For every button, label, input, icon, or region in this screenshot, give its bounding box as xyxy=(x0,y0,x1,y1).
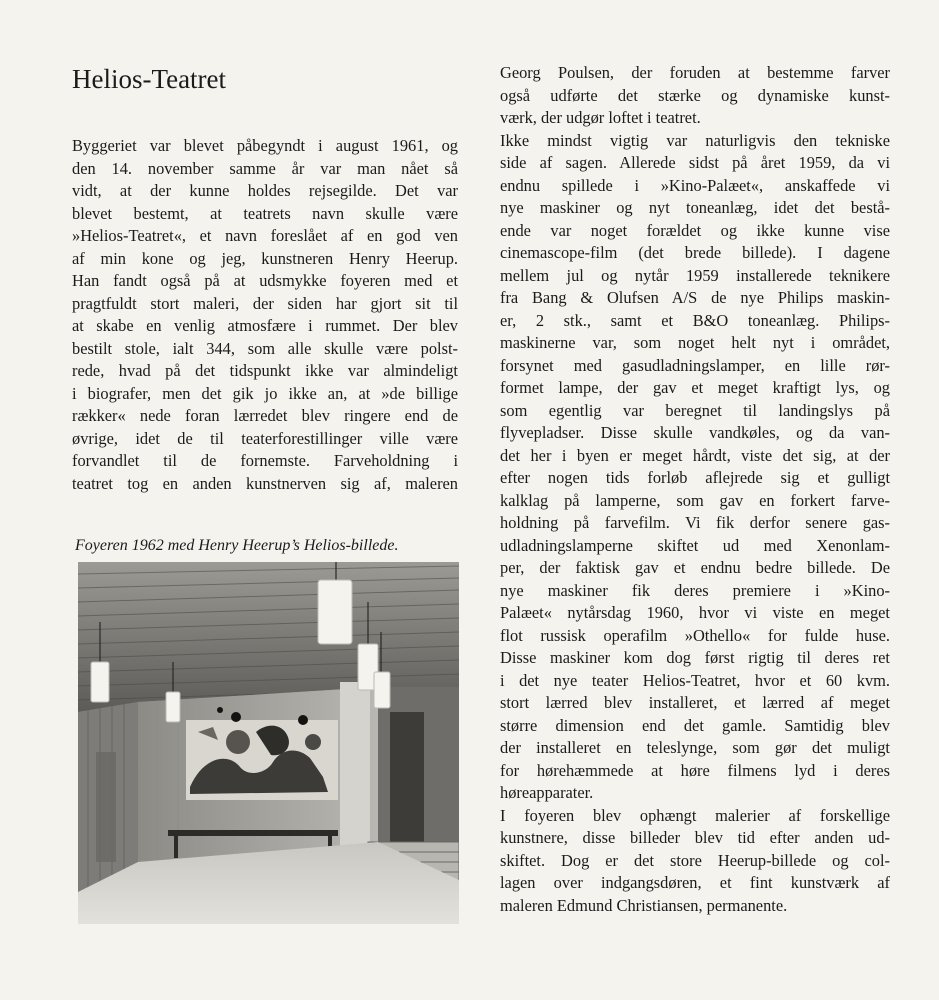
right-column-line: flot russisk operafilm »Othello« for fulde huse. xyxy=(500,625,890,645)
left-column-line: blevet bestemt, at teatrets navn skulle være xyxy=(72,203,458,223)
right-column-line: Ikke mindst vigtig var naturligvis den tekniske xyxy=(500,130,890,150)
right-column-line: endnu spillede i »Kino-Palæet«, anskaffede vi xyxy=(500,175,890,195)
right-column-line: maskinerne var, som noget helt nyt i området, xyxy=(500,333,890,352)
right-column-line: efter nogen tids forløb aflejrede sig et gulligt xyxy=(500,468,890,487)
left-column-line: forvandlet til de fornemste. Farveholdning i xyxy=(72,451,458,470)
left-column-line: teatret tog en anden kunstnerven sig af, maleren xyxy=(72,473,458,493)
right-column-line: side af sagen. Allerede sidst på året 1959, da vi xyxy=(500,153,890,172)
foyer-photo xyxy=(78,562,459,924)
foyer-photo-drawing xyxy=(78,562,459,924)
right-column-line: større dimension end det gamle. Samtidig blev xyxy=(500,715,890,735)
right-column-line: formet lampe, der gav et meget kraftigt lys, og xyxy=(500,378,890,397)
right-column-line: også udførte det stærke og dynamiske kunst- xyxy=(500,85,890,105)
right-column-line: fra Bang & Olufsen A/S de nye Philips maskin- xyxy=(500,288,890,307)
right-column-line: nye maskiner og nyt toneanlæg, idet det bestå- xyxy=(500,198,890,217)
right-column-line: Disse maskiner kom dog først rigtig til deres ret xyxy=(500,648,890,667)
right-column-line: Georg Poulsen, der foruden at bestemme farver xyxy=(500,63,890,82)
right-column-line: nye maskiner fik deres premiere i »Kino- xyxy=(500,580,890,600)
right-column-line: ende var noget forældet og ikke kunne vise xyxy=(500,220,890,240)
left-column-line: at skabe en venlig atmosfære i rummet. Der blev xyxy=(72,316,458,335)
right-column-line: maleren Edmund Christiansen, permanente. xyxy=(500,895,788,915)
right-column-line: høreapparater. xyxy=(500,783,594,802)
left-column-line: Byggeriet var blevet påbegyndt i august 1961, og xyxy=(72,136,458,155)
right-column-line: som egentlig var beregnet til landingslys på xyxy=(500,400,890,420)
left-column-line: Han fandt også på at udsmykke foyeren med et xyxy=(72,271,458,290)
right-column-line: det her i byen er meget hårdt, viste det sig, at der xyxy=(500,445,890,465)
right-column-line: skiftet. Dog er det store Heerup-billede og col- xyxy=(500,850,890,870)
right-column-line: værk, der udgør loftet i teatret. xyxy=(500,108,701,127)
left-column xyxy=(72,135,458,495)
left-column-line: rækker« nede foran lærredet blev ringere end de xyxy=(72,406,458,425)
right-column-line: i det nye teater Helios-Teatret, hvor et 60 kvm. xyxy=(500,670,890,690)
left-column-line: af min kone og jeg, kunstneren Henry Heerup. xyxy=(72,248,458,268)
right-column-line: kunstnere, disse billeder blev tid efter anden ud- xyxy=(500,828,890,847)
right-column-line: er, 2 stk., samt et B&O toneanlæg. Philips- xyxy=(500,310,890,330)
right-column-line: der installeret en teleslynge, som gør det muligt xyxy=(500,738,890,757)
left-column-line: rede, hvad på det tidspunkt ikke var almindeligt xyxy=(72,361,458,380)
right-column-line: flyvepladser. Disse skulle vandkøles, og da van- xyxy=(500,423,890,442)
left-column-line: i biografer, men det gik jo ikke an, at »de billige xyxy=(72,383,458,403)
right-column-line: holdning på farvefilm. Vi fik derfor senere gas- xyxy=(500,513,890,532)
right-column-line: udladningslamperne skiftet ud med Xenonlam- xyxy=(500,535,890,555)
left-column-line: pragtfuldt stort maleri, der siden har gjort sit til xyxy=(72,293,458,313)
article-title: Helios-Teatret xyxy=(72,64,227,94)
right-column-line: for hørehæmmede at høre filmens lyd i deres xyxy=(500,760,890,780)
left-column-line: vidt, at der kunne holdes rejsegilde. Det var xyxy=(72,181,458,200)
left-column-line: »Helios-Teatret«, et navn foreslået af en god ven xyxy=(72,226,458,245)
right-column xyxy=(500,62,890,917)
left-column-line: bestilt stole, ialt 344, som alle skulle være polst- xyxy=(72,338,458,358)
photo-caption: Foyeren 1962 med Henry Heerup’s Helios-billede. xyxy=(75,537,399,554)
right-column-line: lagen over indgangsdøren, et fint kunstværk af xyxy=(500,873,890,892)
left-column-line: øvrige, idet de til teaterforestillinger ville være xyxy=(72,428,458,448)
right-column-line: Palæet« nytårsdag 1960, hvor vi viste en meget xyxy=(500,603,890,622)
right-column-line: cinemascope-film (det brede billede). I dagene xyxy=(500,243,890,262)
right-column-line: mellem jul og nytår 1959 installerede teknikere xyxy=(500,265,890,285)
right-column-line: stort lærred blev installeret, et lærred af meget xyxy=(500,693,890,712)
right-column-line: per, der faktisk gav et endnu bedre billede. De xyxy=(500,558,890,577)
right-column-line: forsynet med gasudladningslamper, en lille rør- xyxy=(500,355,890,375)
left-column-line: den 14. november samme år var man nået så xyxy=(72,158,458,178)
right-column-line: kalklag på lamperne, som gav en forkert farve- xyxy=(500,490,890,510)
right-column-line: I foyeren blev ophængt malerier af forskellige xyxy=(500,805,890,825)
